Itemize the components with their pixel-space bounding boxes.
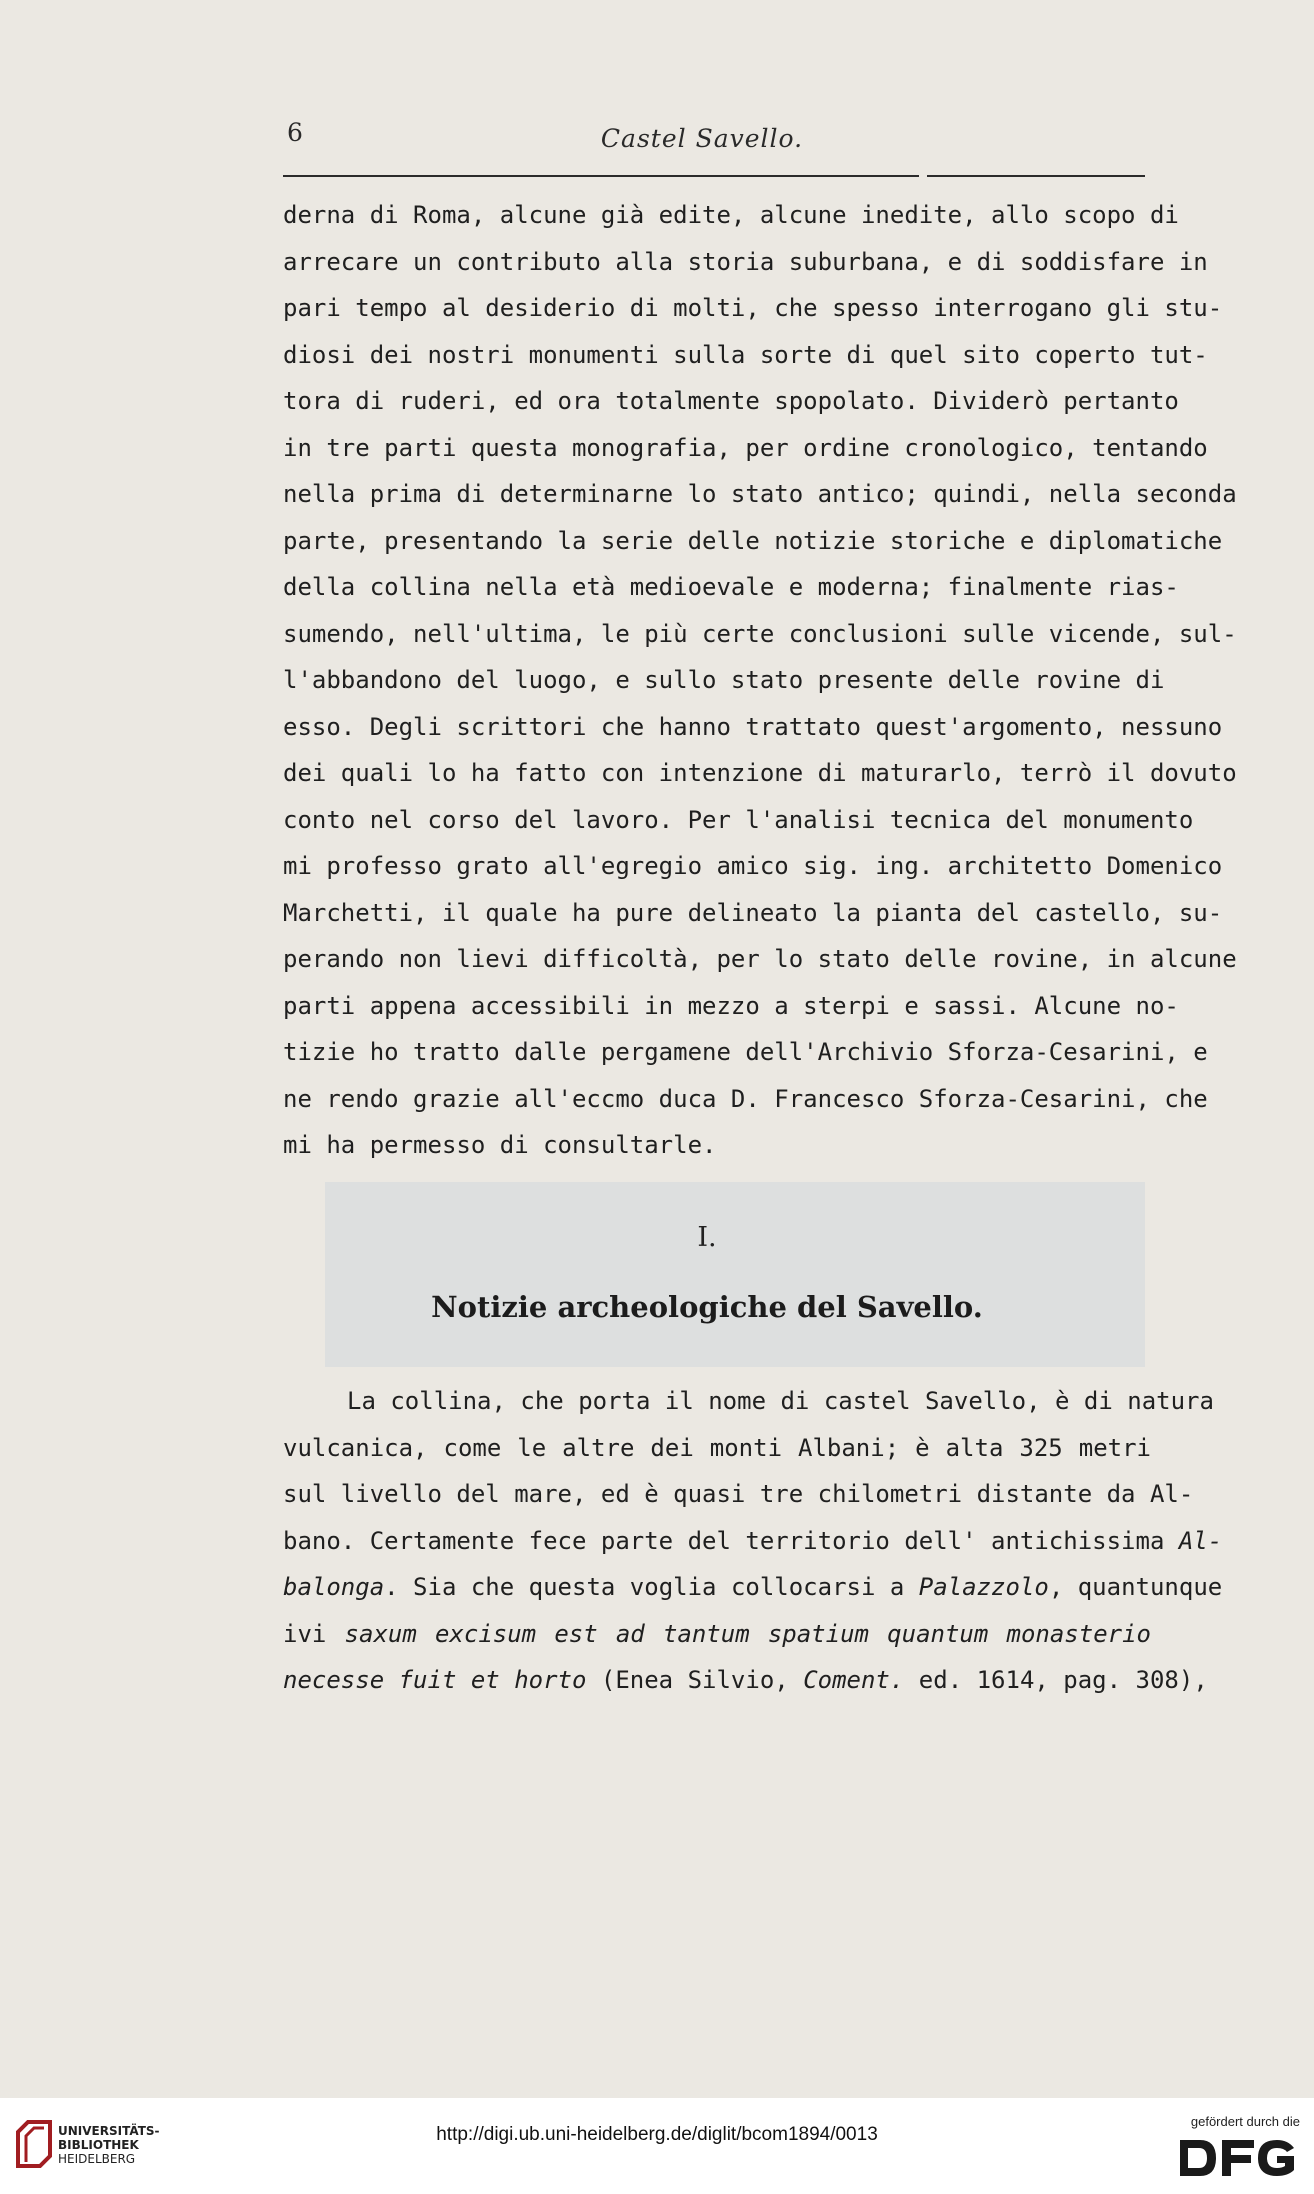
library-name-line: UNIVERSITÄTS- (58, 2124, 160, 2138)
paragraph-intro (283, 192, 1237, 1169)
text-line: Marchetti, il quale ha pure delineato la pianta del castello, su- (283, 898, 1223, 927)
text-line: tizie ho tratto dalle pergamene dell'Archivio Sforza-Cesarini, e (283, 1038, 1208, 1066)
text-run: ivi (283, 1619, 345, 1648)
text-line (283, 1518, 1223, 1565)
paragraph-archaeology (283, 1378, 1223, 1704)
text-line: nella prima di determinarne lo stato antico; quindi, nella seconda (283, 480, 1237, 508)
text-line: derna di Roma, alcune già edite, alcune inedite, allo scopo di (283, 201, 1179, 229)
text-line: conto nel corso del lavoro. Per l'analisi tecnica del monumento (283, 805, 1194, 834)
permalink-url[interactable]: http://digi.ub.uni-heidelberg.de/diglit/bcom1894/0013 (436, 2124, 878, 2145)
text-line: vulcanica, come le altre dei monti Albani; è alta 325 metri (283, 1433, 1151, 1462)
text-line: La collina, che porta il nome di castel Savello, è di natura (347, 1387, 1214, 1415)
italic-run: Coment. (803, 1666, 905, 1694)
section-title: Notizie archeologiche del Savello. (431, 1290, 983, 1324)
text-line: l'abbandono del luogo, e sullo stato presente delle rovine di (283, 666, 1165, 694)
text-line: della collina nella età medioevale e moderna; finalmente rias- (283, 573, 1179, 601)
italic-run: Al- (1178, 1526, 1223, 1555)
italic-run: necesse fuit et horto (283, 1666, 587, 1694)
text-line: in tre parti questa monografia, per ordine cronologico, tentando (283, 433, 1208, 462)
text-line (283, 1564, 1223, 1611)
text-line: pari tempo al desiderio di molti, che spesso interrogano gli stu- (283, 294, 1223, 322)
text-line: esso. Degli scrittori che hanno trattato quest'argomento, nessuno (283, 712, 1223, 741)
page-number: 6 (287, 118, 303, 147)
section-heading-band (325, 1182, 1145, 1367)
header-rule (283, 175, 1145, 177)
text-run: , quantunque (1048, 1573, 1223, 1601)
funding-caption: gefördert durch die (1190, 2114, 1300, 2129)
text-line: perando non lievi difficoltà, per lo stato delle rovine, in alcune (283, 945, 1237, 973)
italic-run: saxum excisum est ad tantum spatium quantum monasterio (344, 1619, 1151, 1648)
text-line: tora di ruderi, ed ora totalmente spopolato. Dividerò pertanto (283, 387, 1179, 415)
text-run: ed. 1614, pag. 308), (904, 1666, 1208, 1694)
text-line: mi professo grato all'egregio amico sig. ing. architetto Domenico (283, 852, 1223, 880)
library-name-line: HEIDELBERG (58, 2152, 136, 2166)
text-run: bano. Certamente fece parte del territorio dell' antichissima (283, 1526, 1179, 1555)
text-line: dei quali lo ha fatto con intenzione di maturarlo, terrò il dovuto (283, 759, 1237, 787)
text-line (283, 1611, 1151, 1658)
text-line: parte, presentando la serie delle notizie storiche e diplomatiche (283, 526, 1223, 555)
section-number: I. (697, 1222, 717, 1253)
library-name-line: BIBLIOTHEK (58, 2138, 139, 2152)
text-line: mi ha permesso di consultarle. (283, 1131, 717, 1159)
text-line: parti appena accessibili in mezzo a sterpi e sassi. Alcune no- (283, 991, 1179, 1020)
text-run: . Sia che questa voglia collocarsi a (384, 1573, 919, 1601)
italic-run: balonga (283, 1573, 385, 1601)
text-line: sul livello del mare, ed è quasi tre chilometri distante da Al- (283, 1480, 1194, 1508)
text-line: ne rendo grazie all'eccmo duca D. Francesco Sforza-Cesarini, che (283, 1084, 1208, 1113)
text-line: arrecare un contributo alla storia suburbana, e di soddisfare in (283, 247, 1208, 276)
running-title: Castel Savello. (600, 124, 804, 153)
text-line: diosi dei nostri monumenti sulla sorte di quel sito coperto tut- (283, 340, 1208, 369)
dfg-logo-icon (1174, 2134, 1300, 2182)
italic-run: Palazzolo (918, 1573, 1049, 1601)
text-line: sumendo, nell'ultima, le più certe conclusioni sulle vicende, sul- (283, 619, 1237, 648)
viewer-footer (0, 2098, 1314, 2194)
text-run: (Enea Silvio, (586, 1666, 804, 1694)
text-line (283, 1657, 1208, 1704)
